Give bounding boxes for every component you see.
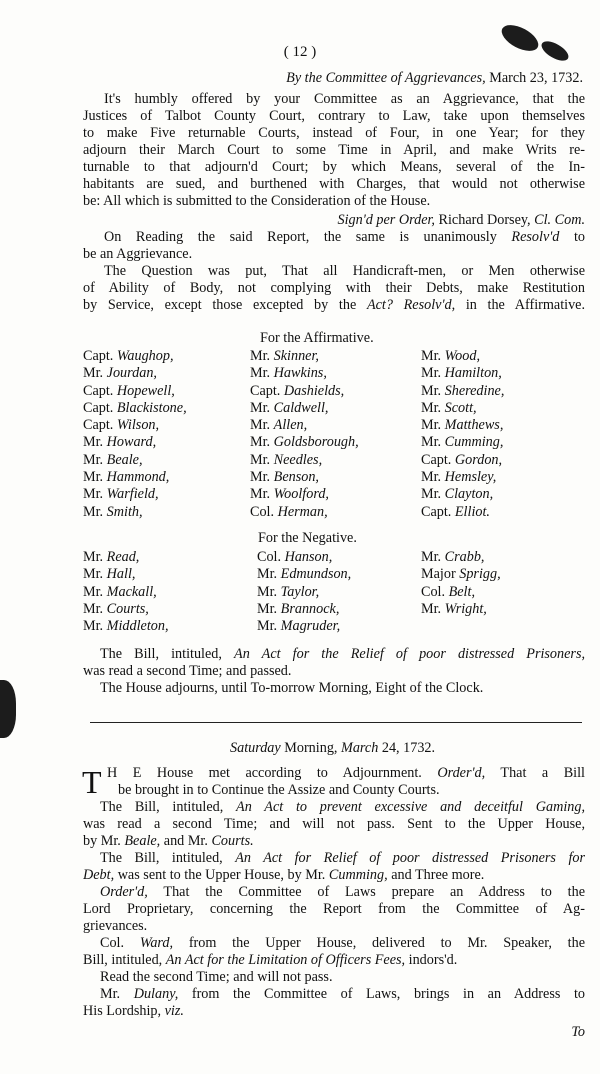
member-name: Mackall, — [106, 583, 157, 600]
member-entry — [257, 601, 351, 618]
member-title: Mr. — [83, 503, 107, 520]
sat-line: Order'd, That the Committee of Laws prepare an Address to the — [100, 884, 585, 900]
member-name: Middleton, — [106, 618, 169, 635]
member-entry — [421, 584, 501, 601]
member-name: Needles, — [273, 451, 323, 468]
member-entry — [421, 383, 504, 400]
bill-line: The Bill, intituled, An Act for the Relief of poor distressed Prisoners, — [100, 646, 585, 662]
sat-line: Debt, was sent to the Upper House, by Mr. Cumming, and Three more. — [83, 867, 485, 883]
member-entry — [421, 417, 504, 434]
member-title: Mr. — [83, 600, 107, 617]
member-entry — [83, 486, 187, 503]
member-entry — [83, 417, 187, 434]
member-entry — [250, 486, 359, 503]
member-name: Wilson, — [116, 417, 160, 434]
para1-line: to make Five returnable Courts, instead of Four, in one Year; for they — [83, 125, 585, 141]
member-name: Wright, — [444, 600, 487, 617]
member-name: Taylor, — [280, 583, 320, 600]
member-title: Mr. — [83, 434, 107, 451]
member-name: Courts, — [106, 600, 149, 617]
member-title: Mr. — [421, 417, 445, 434]
member-name: Hamilton, — [444, 365, 502, 382]
member-name: Edmundson, — [280, 566, 352, 583]
member-title: Mr. — [257, 566, 281, 583]
negative-col-2 — [257, 549, 351, 635]
member-name: Crabb, — [444, 549, 485, 565]
member-title: Mr. — [421, 486, 445, 503]
member-name: Hammond, — [106, 469, 170, 486]
member-name: Jourdan, — [106, 365, 157, 382]
member-name: Read, — [106, 549, 140, 565]
member-title: Mr. — [421, 549, 445, 565]
member-entry — [250, 365, 359, 382]
member-entry — [421, 348, 504, 365]
member-entry — [83, 549, 169, 566]
member-name: Hopewell, — [116, 382, 175, 399]
adjourn-line: The House adjourns, until To-morrow Morning, Eight of the Clock. — [100, 680, 484, 696]
member-entry — [257, 566, 351, 583]
member-entry — [421, 549, 501, 566]
para1-line: adjourn their March Court to some Time in April, and make Writs re- — [83, 142, 585, 158]
committee-heading: By the Committee of Aggrievances, March 23, 1732. — [286, 70, 583, 86]
member-name: Hanson, — [284, 549, 333, 565]
member-title: Col. — [421, 583, 449, 600]
member-name: Dashields, — [283, 382, 345, 399]
affirmative-heading: For the Affirmative. — [260, 330, 374, 346]
member-name: Waughop, — [116, 348, 174, 364]
section-divider — [90, 722, 582, 723]
sat-line: Col. Ward, from the Upper House, delivered to Mr. Speaker, the — [100, 935, 585, 951]
member-name: Clayton, — [444, 486, 494, 503]
member-title: Mr. — [83, 451, 107, 468]
member-title: Capt. — [421, 451, 455, 468]
para3-line: of Ability of Body, not complying with their Debts, make Restitution — [83, 280, 585, 296]
member-title: Mr. — [83, 469, 107, 486]
member-entry — [421, 486, 504, 503]
member-entry — [83, 469, 187, 486]
member-title: Mr. — [250, 417, 274, 434]
sat-line: H E House met according to Adjournment. Order'd, That a Bill — [107, 765, 585, 781]
member-title: Major — [421, 566, 460, 583]
sat-line: The Bill, intituled, An Act to prevent excessive and deceitful Gaming, — [100, 799, 585, 815]
member-title: Mr. — [250, 365, 274, 382]
member-title: Mr. — [83, 618, 107, 635]
affirmative-col-3 — [421, 348, 504, 521]
member-name: Belt, — [448, 583, 475, 600]
member-name: Cumming, — [444, 434, 504, 451]
member-entry — [421, 400, 504, 417]
member-title: Mr. — [421, 469, 445, 486]
member-entry — [250, 504, 359, 521]
page-number: ( 12 ) — [283, 44, 317, 60]
member-title: Mr. — [250, 486, 274, 503]
member-name: Matthews, — [444, 417, 504, 434]
member-entry — [250, 400, 359, 417]
member-entry — [83, 601, 169, 618]
member-title: Mr. — [83, 566, 107, 583]
member-entry — [421, 365, 504, 382]
member-title: Col. — [250, 503, 278, 520]
negative-heading: For the Negative. — [258, 530, 357, 546]
member-name: Sheredine, — [444, 382, 505, 399]
member-name: Gordon, — [454, 451, 503, 468]
member-name: Skinner, — [273, 348, 319, 364]
member-entry — [250, 417, 359, 434]
member-name: Howard, — [106, 434, 157, 451]
member-title: Mr. — [83, 549, 107, 565]
member-name: Hemsley, — [444, 469, 497, 486]
member-title: Mr. — [83, 583, 107, 600]
sat-line: Mr. Dulany, from the Committee of Laws, brings in an Address to — [100, 986, 585, 1002]
member-entry — [83, 504, 187, 521]
sat-line: Lord Proprietary, concerning the Report from the Committee of Ag- — [83, 901, 585, 917]
member-entry — [83, 452, 187, 469]
member-entry — [421, 504, 504, 521]
para1-line: It's humbly offered by your Committee as an Aggrievance, that the — [104, 91, 585, 107]
member-entry — [250, 348, 359, 365]
member-entry — [257, 549, 351, 566]
para1-line: turnable to that adjourn'd Court; by which Means, several of the In- — [83, 159, 585, 175]
para3-line: The Question was put, That all Handicraft-men, or Men otherwise — [104, 263, 585, 279]
member-title: Mr. — [257, 583, 281, 600]
member-name: Goldsborough, — [273, 434, 359, 451]
member-entry — [257, 618, 351, 635]
sat-line: be brought in to Continue the Assize and County Courts. — [118, 782, 440, 798]
member-name: Beale, — [106, 451, 143, 468]
member-name: Hawkins, — [273, 365, 327, 382]
member-entry — [250, 452, 359, 469]
member-name: Hall, — [106, 566, 136, 583]
member-entry — [83, 618, 169, 635]
ink-blot — [0, 680, 16, 738]
sat-line: by Mr. Beale, and Mr. Courts. — [83, 833, 254, 849]
member-name: Wood, — [444, 348, 480, 364]
member-name: Brannock, — [280, 600, 340, 617]
member-name: Elliot. — [454, 503, 490, 520]
member-title: Mr. — [257, 618, 281, 635]
member-title: Capt. — [83, 382, 117, 399]
member-entry — [83, 400, 187, 417]
member-name: Magruder, — [280, 618, 341, 635]
member-name: Smith, — [106, 503, 143, 520]
signature-line: Sign'd per Order, Richard Dorsey, Cl. Com. — [337, 212, 585, 228]
member-title: Mr. — [421, 382, 445, 399]
member-entry — [83, 365, 187, 382]
member-title: Capt. — [83, 399, 117, 416]
member-name: Blackistone, — [116, 399, 187, 416]
bill-line: was read a second Time; and passed. — [83, 663, 292, 679]
member-name: Woolford, — [273, 486, 329, 503]
member-name: Scott, — [444, 399, 477, 416]
member-entry — [83, 383, 187, 400]
member-name: Sprigg, — [459, 566, 501, 583]
member-title: Mr. — [421, 365, 445, 382]
para3-line: by Service, except those excepted by the Act? Resolv'd, in the Affirmative. — [83, 297, 585, 313]
member-name: Herman, — [277, 503, 328, 520]
sat-line: grievances. — [83, 918, 148, 934]
catchword: To — [571, 1024, 585, 1040]
member-title: Mr. — [421, 600, 445, 617]
member-entry — [421, 566, 501, 583]
member-title: Mr. — [421, 348, 445, 364]
member-name: Allen, — [273, 417, 308, 434]
member-entry — [83, 348, 187, 365]
negative-col-1 — [83, 549, 169, 635]
member-entry — [421, 452, 504, 469]
member-entry — [421, 469, 504, 486]
negative-col-3 — [421, 549, 501, 618]
member-title: Mr. — [250, 469, 274, 486]
member-title: Mr. — [83, 365, 107, 382]
member-name: Warfield, — [106, 486, 159, 503]
member-entry — [250, 469, 359, 486]
member-name: Benson, — [273, 469, 319, 486]
para2-line: be an Aggrievance. — [83, 246, 193, 262]
member-title: Mr. — [421, 434, 445, 451]
sat-line: Read the second Time; and will not pass. — [100, 969, 333, 985]
member-entry — [257, 584, 351, 601]
member-title: Capt. — [83, 348, 117, 364]
para1-line: be: All which is submitted to the Consideration of the House. — [83, 193, 431, 209]
affirmative-col-1 — [83, 348, 187, 521]
member-title: Capt. — [421, 503, 455, 520]
member-title: Mr. — [250, 399, 274, 416]
member-entry — [421, 601, 501, 618]
para2-line: On Reading the said Report, the same is unanimously Resolv'd to — [104, 229, 585, 245]
member-title: Mr. — [250, 348, 274, 364]
member-title: Mr. — [250, 434, 274, 451]
drop-cap: T — [82, 764, 102, 800]
member-title: Mr. — [250, 451, 274, 468]
member-entry — [421, 434, 504, 451]
member-name: Caldwell, — [273, 399, 329, 416]
para1-line: Justices of Talbot County Court, contrary to Law, take upon themselves — [83, 108, 585, 124]
affirmative-col-2 — [250, 348, 359, 521]
member-title: Col. — [257, 549, 285, 565]
member-entry — [83, 584, 169, 601]
sat-line: The Bill, intituled, An Act for Relief of poor distressed Prisoners for — [100, 850, 585, 866]
member-entry — [83, 566, 169, 583]
member-entry — [250, 434, 359, 451]
saturday-heading: Saturday Morning, March 24, 1732. — [230, 740, 436, 756]
member-title: Mr. — [421, 399, 445, 416]
member-entry — [250, 383, 359, 400]
sat-line: Bill, intituled, An Act for the Limitation of Officers Fees, indors'd. — [83, 952, 458, 968]
member-entry — [83, 434, 187, 451]
member-title: Mr. — [257, 600, 281, 617]
member-title: Capt. — [250, 382, 284, 399]
member-title: Mr. — [83, 486, 107, 503]
sat-line: His Lordship, viz. — [83, 1003, 184, 1019]
sat-line: was read a second Time; and will not pass. Sent to the Upper House, — [83, 816, 585, 832]
member-title: Capt. — [83, 417, 117, 434]
para1-line: habitants are sued, and burthened with Charges, that would not otherwise — [83, 176, 585, 192]
